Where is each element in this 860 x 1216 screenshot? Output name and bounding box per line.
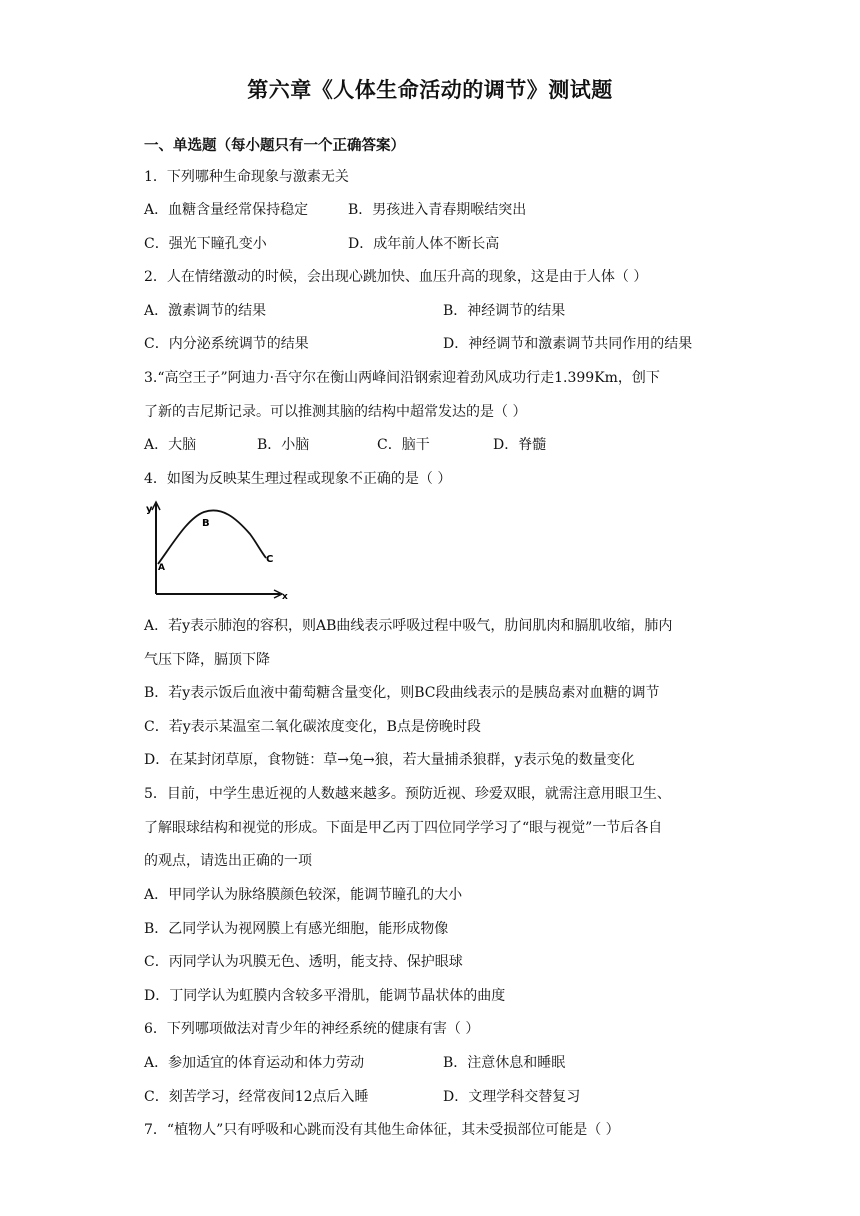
question-2-option-d: D．神经调节和激素调节共同作用的结果 <box>443 336 693 352</box>
graph-point-a-label: A <box>158 563 165 573</box>
question-1-option-a: A．血糖含量经常保持稳定 <box>144 202 309 218</box>
question-3-option-d: D．脊髓 <box>493 437 547 453</box>
question-6-option-d: D．文理学科交替复习 <box>443 1089 581 1105</box>
question-5-option-b: B．乙同学认为视网膜上有感光细胞，能形成物像 <box>144 921 449 937</box>
question-4-option-b: B．若y表示饭后血液中葡萄糖含量变化，则BC段曲线表示的是胰岛素对血糖的调节 <box>144 685 660 701</box>
question-5-option-d: D．丁同学认为虹膜内含较多平滑肌，能调节晶状体的曲度 <box>144 988 506 1004</box>
question-5-option-a: A．甲同学认为脉络膜颜色较深，能调节瞳孔的大小 <box>144 887 463 903</box>
question-3-stem-line-1: 3.“高空王子”阿迪力·吾守尔在衡山两峰间沿钢索迎着劲风成功行走1.399Km，创下 <box>144 370 660 386</box>
question-1-option-d: D．成年前人体不断长高 <box>348 236 500 252</box>
question-5-stem-line-1: 5．目前，中学生患近视的人数越来越多。预防近视、珍爱双眼，就需注意用眼卫生、 <box>144 786 671 802</box>
question-2-option-b: B．神经调节的结果 <box>443 303 566 319</box>
question-4-option-d: D．在某封闭草原，食物链：草→兔→狼，若大量捕杀狼群，y表示兔的数量变化 <box>144 752 635 768</box>
graph-x-label: x <box>282 592 288 600</box>
question-5-stem-line-2: 了解眼球结构和视觉的形成。下面是甲乙丙丁四位同学学习了“眼与视觉”一节后各自 <box>144 820 663 836</box>
question-6-option-c: C．刻苦学习，经常夜间12点后入睡 <box>144 1089 369 1105</box>
graph-point-b-label: B <box>202 518 210 529</box>
question-3-option-b: B．小脑 <box>257 437 310 453</box>
question-1-option-b: B．男孩进入青春期喉结突出 <box>348 202 527 218</box>
question-1-stem: 1．下列哪种生命现象与激素无关 <box>144 169 349 185</box>
question-3-option-c: C．脑干 <box>377 437 430 453</box>
question-6-option-a: A．参加适宜的体育运动和体力劳动 <box>144 1055 365 1071</box>
graph-point-c-label: C <box>266 554 274 565</box>
question-2-option-c: C．内分泌系统调节的结果 <box>144 336 309 352</box>
question-5-stem-line-3: 的观点，请选出正确的一项 <box>144 853 312 869</box>
section-heading: 一、单选题（每小题只有一个正确答案） <box>144 138 405 154</box>
question-5-option-c: C．丙同学认为巩膜无色、透明，能支持、保护眼球 <box>144 954 463 970</box>
question-4-option-c: C．若y表示某温室二氧化碳浓度变化，B点是傍晚时段 <box>144 719 481 735</box>
question-4-stem: 4．如图为反映某生理过程或现象不正确的是（ ） <box>144 471 452 487</box>
question-2-option-a: A．激素调节的结果 <box>144 303 267 319</box>
page-title: 第六章《人体生命活动的调节》测试题 <box>247 78 613 102</box>
graph-curve <box>158 510 266 564</box>
graph-y-label: y <box>146 504 153 515</box>
question-1-option-c: C．强光下瞳孔变小 <box>144 236 267 252</box>
question-6-option-b: B．注意休息和睡眠 <box>443 1055 566 1071</box>
question-4-graph <box>144 498 292 600</box>
question-2-stem: 2．人在情绪激动的时候，会出现心跳加快、血压升高的现象，这是由于人体（ ） <box>144 269 648 285</box>
question-7-stem: 7．“植物人”只有呼吸和心跳而没有其他生命体征，其未受损部位可能是（ ） <box>144 1122 620 1138</box>
question-4-option-a-line-2: 气压下降，膈顶下降 <box>144 652 270 668</box>
question-3-stem-line-2: 了新的吉尼斯记录。可以推测其脑的结构中超常发达的是（ ） <box>144 404 527 420</box>
question-3-option-a: A．大脑 <box>144 437 197 453</box>
question-6-stem: 6．下列哪项做法对青少年的神经系统的健康有害（ ） <box>144 1021 480 1037</box>
question-4-option-a-line-1: A．若y表示肺泡的容积，则AB曲线表示呼吸过程中吸气，肋间肌肉和膈肌收缩，肺内 <box>144 618 673 634</box>
